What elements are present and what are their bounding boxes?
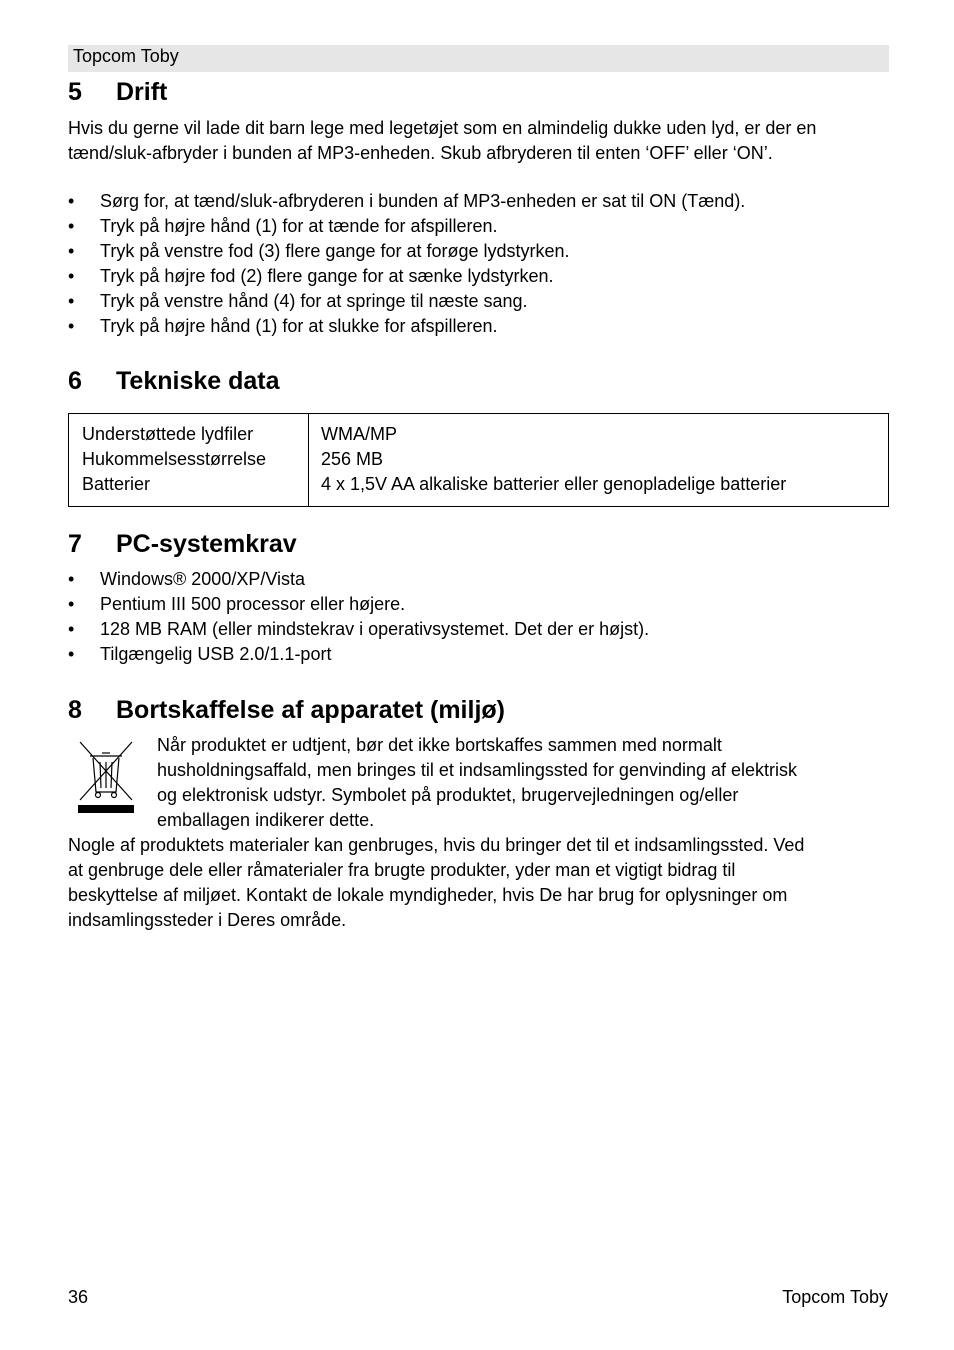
list-item: • Tryk på højre fod (2) flere gange for at sænke lydstyrken. bbox=[68, 264, 745, 289]
list-item: • Tryk på højre hånd (1) for at tænde for afspilleren. bbox=[68, 214, 745, 239]
spec-value: WMA/MP bbox=[321, 424, 397, 444]
section-title: Tekniske data bbox=[116, 367, 280, 395]
text-line: emballagen indikerer dette. bbox=[157, 810, 375, 830]
drift-intro: Hvis du gerne vil lade dit barn lege med legetøjet som en almindelig dukke uden lyd, er der en tænd/sluk-afbryder i bunden af MP3-enheden. Skub afbryderen til enten ‘OFF’ eller ‘ON’. bbox=[68, 118, 817, 163]
list-item: • Tryk på venstre hånd (4) for at springe til næste sang. bbox=[68, 289, 745, 314]
spec-value: 256 MB bbox=[321, 449, 384, 469]
table-divider bbox=[308, 414, 309, 506]
spec-label: Understøttede lydfiler bbox=[82, 424, 254, 444]
section-heading-tekniske-data bbox=[68, 366, 280, 396]
specs-values-column bbox=[321, 422, 786, 497]
text-line: beskyttelse af miljøet. Kontakt de lokale myndigheder, hvis De har brug for oplysninger om bbox=[68, 885, 788, 905]
section-title: PC-systemkrav bbox=[116, 530, 297, 558]
drift-steps-list bbox=[68, 189, 745, 339]
list-item: • Tryk på højre hånd (1) for at slukke for afspilleren. bbox=[68, 314, 745, 339]
section-heading-drift bbox=[68, 77, 167, 107]
text-line: husholdningsaffald, men bringes til et indsamlingssted for genvinding af elektrisk bbox=[157, 760, 798, 780]
text-line: og elektronisk udstyr. Symbolet på produktet, brugervejledningen og/eller bbox=[157, 785, 739, 805]
list-item: • Tilgængelig USB 2.0/1.1-port bbox=[68, 642, 649, 667]
section-number: 7 bbox=[68, 530, 82, 558]
section-title: Drift bbox=[116, 78, 168, 106]
spec-label: Hukommelsesstørrelse bbox=[82, 449, 267, 469]
list-item: • 128 MB RAM (eller mindstekrav i operativsystemet. Det der er højst). bbox=[68, 617, 649, 642]
header-title: Topcom Toby bbox=[73, 46, 179, 66]
section-number: 6 bbox=[68, 367, 82, 395]
disposal-text-beside-icon bbox=[157, 733, 897, 833]
spec-value: 4 x 1,5V AA alkaliske batterier eller genopladelige batterier bbox=[321, 474, 787, 494]
text-line: at genbruge dele eller råmaterialer fra brugte produkter, yder man et vigtigt bidrag til bbox=[68, 860, 736, 880]
text-line: Når produktet er udtjent, bør det ikke bortskaffes sammen med normalt bbox=[157, 735, 722, 755]
footer-product-name: Topcom Toby bbox=[782, 1287, 888, 1307]
text-line: Nogle af produktets materialer kan genbruges, hvis du bringer det til et indsamlingssted. Ved bbox=[68, 835, 805, 855]
spec-label: Batterier bbox=[82, 474, 151, 494]
text-line: indsamlingssteder i Deres område. bbox=[68, 910, 347, 930]
list-item: • Windows® 2000/XP/Vista bbox=[68, 567, 649, 592]
section-number: 8 bbox=[68, 696, 82, 724]
section-heading-bortskaffelse bbox=[68, 695, 505, 725]
section-heading-pc-systemkrav bbox=[68, 529, 297, 559]
page-number: 36 bbox=[68, 1287, 89, 1307]
list-item: • Pentium III 500 processor eller højere. bbox=[68, 592, 649, 617]
section-number: 5 bbox=[68, 78, 82, 106]
specs-labels-column bbox=[82, 422, 266, 497]
disposal-text-after bbox=[68, 833, 893, 933]
running-header bbox=[68, 45, 889, 72]
specs-table bbox=[68, 413, 889, 507]
pc-requirements-list bbox=[68, 567, 649, 667]
list-item: • Sørg for, at tænd/sluk-afbryderen i bunden af MP3-enheden er sat til ON (Tænd). bbox=[68, 189, 745, 214]
section-title: Bortskaffelse af apparatet (miljø) bbox=[116, 696, 505, 724]
list-item: • Tryk på venstre fod (3) flere gange for at forøge lydstyrken. bbox=[68, 239, 745, 264]
weee-crossed-bin-icon bbox=[76, 738, 136, 816]
